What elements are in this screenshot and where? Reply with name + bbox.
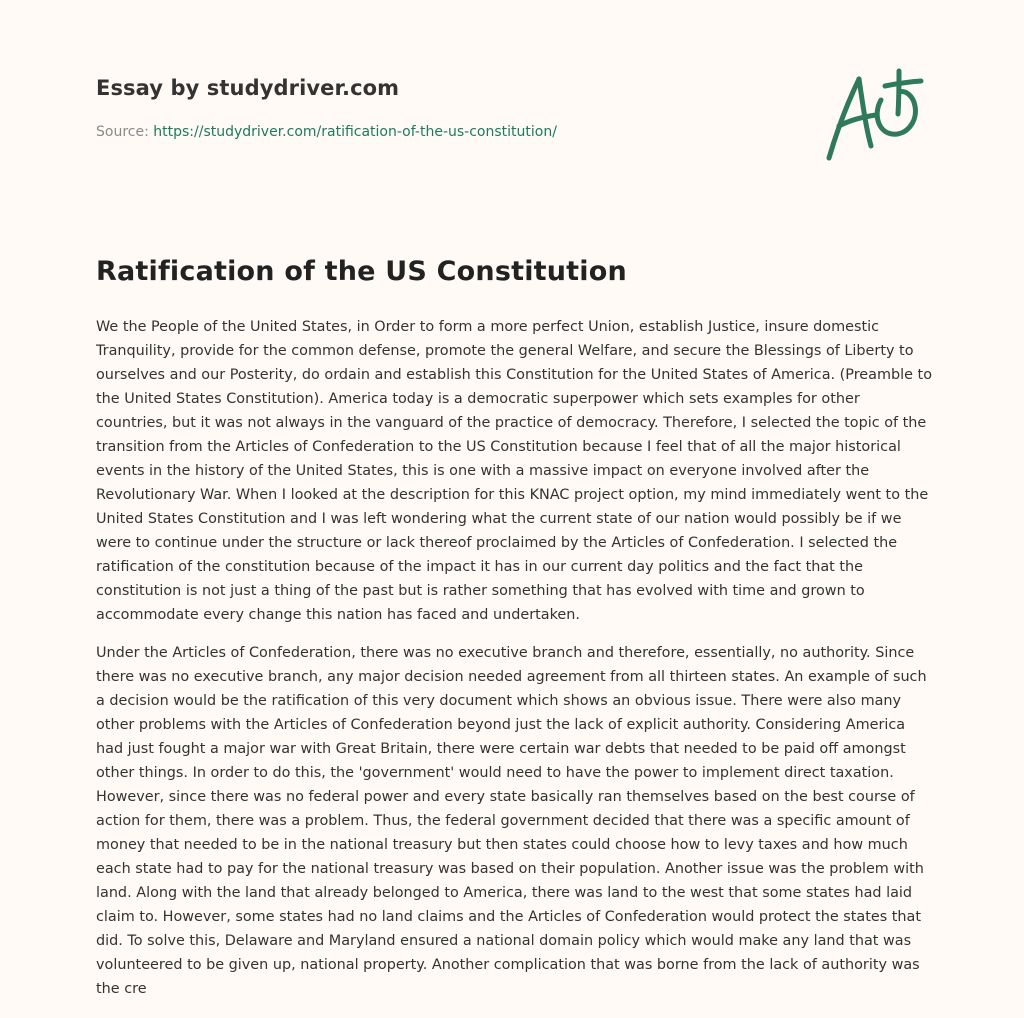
source-label: Source:	[96, 124, 149, 140]
essay-paragraph-1: We the People of the United States, in Order to form a more perfect Union, establish Justice, insure domestic Tranquility, provide for the common defense, promote the general Welfare, and secure the Blessings of Liberty to ourselves and our Posterity, do ordain and establish this Constitution for the United States of America. (Preamble to the United States Constitution). America today is a democratic superpower which sets examples for other countries, but it was not always in the vanguard of the practice of democracy. Therefore, I selected the topic of the transition from the Articles of Confederation to the US Constitution because I feel that of all the major historical events in the history of the United States, this is one with a massive impact on everyone involved after the Revolutionary War. When I looked at the description for this KNAC project option, my mind immediately went to the United States Constitution and I was left wondering what the current state of our nation would possibly be if we were to continue under the structure or lack thereof proclaimed by the Articles of Confederation. I selected the ratification of the constitution because of the impact it has in our current day politics and the fact that the constitution is not just a thing of the past but is rather something that has evolved with time and grown to accommodate every change this nation has faced and undertaken.	[96, 319, 933, 623]
essay-paragraph-2: Under the Articles of Confederation, there was no executive branch and therefore, essentially, no authority. Since there was no executive branch, any major decision needed agreement from all thirteen states. An example of such a decision would be the ratification of this very document which shows an obvious issue. There were also many other problems with the Articles of Confederation beyond just the lack of explicit authority. Considering America had just fought a major war with Great Britain, there were certain war debts that needed to be paid off amongst other things. In order to do this, the 'government' would need to have the power to implement direct taxation. However, since there was no federal power and every state basically ran themselves based on the best course of action for them, there was a problem. Thus, the federal government decided that there was a specific amount of money that needed to be in the national treasury but then states could choose how to levy taxes and how much each state had to pay for the national treasury was based on their population. Another issue was the problem with land. Along with the land that already belonged to America, there was land to the west that some states had laid claim to. However, some states had no land claims and the Articles of Confederation would protect the states that did. To solve this, Delaware and Maryland ensured a national domain policy which would make any land that was volunteered to be given up, national property. Another complication that was borne from the lack of authority was the cre	[96, 645, 927, 997]
site-title: Essay by studydriver.com	[96, 76, 400, 100]
a-plus-logo-icon	[822, 68, 928, 164]
essay-body	[96, 315, 932, 1015]
a-plus-grade-icon	[822, 68, 928, 164]
source-line	[96, 124, 557, 140]
source-link[interactable]: https://studydriver.com/ratification-of-the-us-constitution/	[153, 124, 557, 140]
essay-title: Ratification of the US Constitution	[96, 256, 627, 287]
